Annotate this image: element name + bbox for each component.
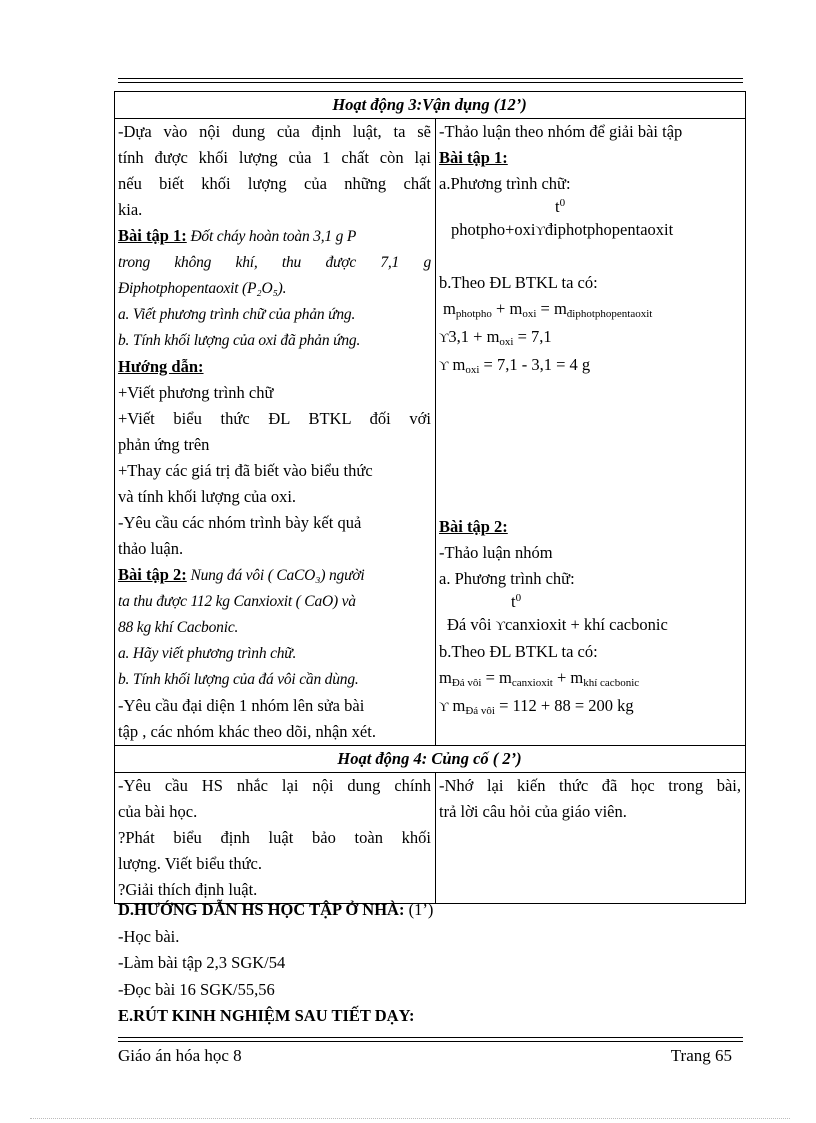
homework-section [118,897,433,1030]
exercise2-text: 88 kg khí Cacbonic. [118,619,239,636]
activity3-teacher-cell [115,119,436,746]
ex2-discuss: -Thảo luận nhóm [439,543,553,562]
activity4-header-row [115,746,746,773]
exercise2-text: Nung đá vôi ( CaCO₃) người [186,567,365,584]
activity4-student-cell [436,773,746,904]
ex2-equation-products: canxioxit + khí cacbonic [504,615,668,634]
exercise2-question-a: a. Hãy viết phương trình chữ. [118,645,297,662]
intro-line: -Dựa vào nội dung của định luật, ta sẽ [118,122,431,141]
exercise2-question-b: b. Tính khối lượng của đá vôi cần dùng. [118,671,359,688]
exercise1-label: Bài tập 1: [118,226,187,245]
activity3-student-cell [436,119,746,746]
guide-line: phản ứng trên [118,435,210,454]
ex1-step1: ϒ3,1 + moxi = 7,1 [439,327,552,348]
activity4-row [115,773,746,904]
bottom-rule-2 [118,1041,743,1042]
page-number: Trang 65 [670,1046,732,1065]
closing-line: -Yêu cầu đại diện 1 nhóm lên sửa bài [118,696,365,715]
section-e-title: E.RÚT KINH NGHIỆM SAU TIẾT DẠY: [118,1006,415,1025]
intro-line: kia. [118,200,143,219]
activity3-header-row [115,92,746,119]
ex1-equation-product: điphotphopentaoxit [544,220,674,239]
guide-line: thảo luận. [118,539,184,558]
exercise1-question-a: a. Viết phương trình chữ của phản ứng. [118,306,356,323]
ex2-step: ϒ mĐá vôi = 112 + 88 = 200 kg [439,696,634,717]
top-rule [118,78,743,79]
page-edge-dots [30,1118,790,1119]
arrow-icon: ϒ [495,618,505,633]
lesson-table [114,91,746,904]
homework-item: -Học bài. [118,926,180,946]
guide-line: và tính khối lượng của oxi. [118,487,297,506]
exercise2-answer-label: Bài tập 2: [439,517,508,536]
exercise2-text: ta thu được 112 kg Canxioxit ( CaO) và [118,593,356,610]
page-footer [118,1046,742,1066]
activity4-teacher-cell [115,773,436,904]
review-line: của bài học. [118,802,198,821]
exercise2-label: Bài tập 2: [118,565,187,584]
closing-line: tập , các nhóm khác theo dõi, nhận xét. [118,722,376,741]
ex2-answer-a: a. Phương trình chữ: [439,569,575,588]
implies-icon: ϒ [439,358,449,373]
ex1-equation-reactants: photpho+oxi [451,220,536,239]
implies-icon: ϒ [439,330,449,345]
intro-line: tính được khối lượng của 1 chất còn lại [118,148,431,167]
intro-line: nếu biết khối lượng của những chất [118,174,431,193]
ex2-mass-equation: mĐá vôi = mcanxioxit + mkhí cacbonic [439,668,640,689]
review-line: ?Phát biểu định luật bảo toàn khối [118,828,431,847]
ex1-mass-equation: mphotpho + moxi = mđiphotphopentaoxit [443,299,653,320]
activity3-header: Hoạt động 3:Vận dụng (12’) [115,92,746,119]
t0-label: $t^0$ [555,197,566,216]
guide-line: +Viết biểu thức ĐL BTKL đối với [118,409,431,428]
ex1-answer-a: a.Phương trình chữ: [439,174,571,193]
bottom-rule [118,1037,743,1038]
homework-time: (1’) [404,900,434,919]
guide-label: Hướng dẫn: [118,357,204,376]
footer-title: Giáo án hóa học 8 [118,1046,242,1065]
exercise1-text: Đốt cháy hoàn toàn 3,1 g P [186,228,357,245]
ex2-answer-b: b.Theo ĐL BTKL ta có: [439,642,598,661]
exercise1-text: trong không khí, thu được 7,1 g [118,254,431,271]
activity4-header: Hoạt động 4: Củng cố ( 2’) [115,746,746,773]
t0-label: $t^0$ [511,592,522,611]
arrow-icon: ϒ [535,223,545,238]
exercise1-question-b: b. Tính khối lượng của oxi đã phản ứng. [118,332,361,349]
implies-icon: ϒ [439,699,449,714]
recall-line: trả lời câu hỏi của giáo viên. [439,802,627,821]
exercise1-answer-label: Bài tập 1: [439,148,508,167]
ex1-answer-b: b.Theo ĐL BTKL ta có: [439,273,598,292]
homework-title: D.HƯỚNG DẪN HS HỌC TẬP Ở NHÀ: [118,900,405,919]
homework-item: -Làm bài tập 2,3 SGK/54 [118,953,286,972]
review-line: ?Giải thích định luật. [118,880,258,899]
guide-line: -Yêu cầu các nhóm trình bày kết quả [118,513,362,532]
ex2-equation-reactant: Đá vôi [447,615,496,634]
recall-line: -Nhớ lại kiến thức đã học trong bài, [439,776,742,795]
activity3-row [115,119,746,746]
top-rule-2 [118,82,743,83]
guide-line: +Thay các giá trị đã biết vào biểu thức [118,461,373,480]
discuss-line: -Thảo luận theo nhóm để giải bài tập [439,122,683,141]
guide-line: +Viết phương trình chữ [118,383,274,402]
review-line: lượng. Viết biểu thức. [118,854,263,873]
homework-item: -Đọc bài 16 SGK/55,56 [118,979,275,999]
review-line: -Yêu cầu HS nhắc lại nội dung chính [118,776,431,795]
exercise1-text: Điphotphopentaoxit (P₂O₅). [118,280,287,297]
ex1-step2: ϒ moxi = 7,1 - 3,1 = 4 g [439,355,591,376]
